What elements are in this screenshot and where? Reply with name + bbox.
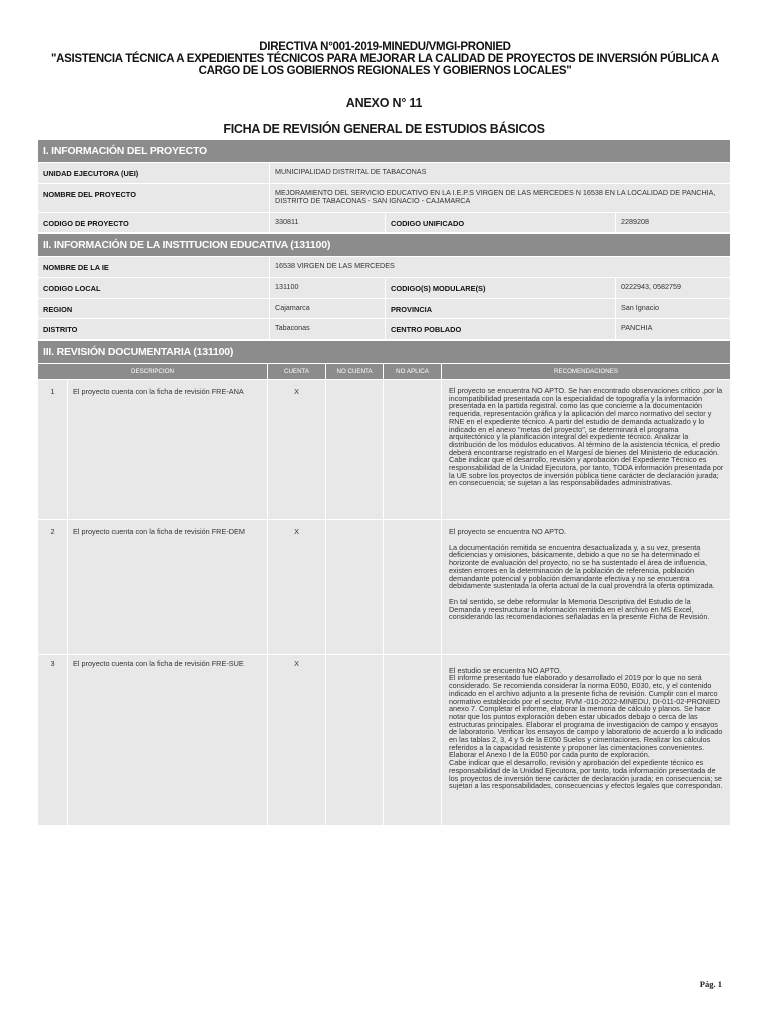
row-description: El proyecto cuenta con la ficha de revisión FRE-ANA — [68, 380, 267, 519]
project-code-value: 330811 — [270, 213, 385, 232]
ficha-title: FICHA DE REVISIÓN GENERAL DE ESTUDIOS BÁSICOS — [223, 122, 545, 136]
row-recommendations — [442, 380, 730, 519]
directive-header — [40, 41, 730, 77]
row-cuenta-mark: X — [268, 520, 325, 654]
row-number: 1 — [38, 380, 67, 519]
directive-subtitle-line1: "ASISTENCIA TÉCNICA A EXPEDIENTES TÉCNICOS PARA MEJORAR LA CALIDAD DE PROYECTOS DE INVERSIÓN PÚBLICA A — [50, 53, 720, 65]
distrito-label: DISTRITO — [38, 319, 269, 339]
row-no-cuenta — [326, 380, 383, 519]
row-no-cuenta — [326, 520, 383, 654]
recommendation-paragraph: La documentación remitida se encuentra desactualizada y, a su vez, presenta deficiencias y omisiones, básicamente, debido a que no se ha determinado el horizonte de evaluación del proyecto, no se ha sustentado el área de influencia, existen errores en la determinación de la población de referencia, población demandante potencial y población demandante efectiva y no se encuentra debidamente sustentada la oferta actual de la cual provendrá la oferta optimizada. — [449, 542, 715, 591]
row-description: El proyecto cuenta con la ficha de revisión FRE-SUE — [68, 655, 267, 825]
project-name-value: MEJORAMIENTO DEL SERVICIO EDUCATIVO EN LA I.E.P.S VIRGEN DE LAS MERCEDES N 16538 EN LA LOCALIDAD DE PANCHIA, DISTRITO DE TABACONAS - SAN IGNACIO - CAJAMARCA — [270, 184, 730, 212]
row-number: 2 — [38, 520, 67, 654]
col-header-no-cuenta: NO CUENTA — [326, 364, 383, 379]
row-cuenta-mark: X — [268, 380, 325, 519]
row-no-aplica — [384, 380, 441, 519]
section-2-header: II. INFORMACIÓN DE LA INSTITUCION EDUCATIVA (131100) — [38, 234, 730, 256]
row-no-aplica — [384, 520, 441, 654]
row-no-aplica — [384, 655, 441, 825]
centro-poblado-value: PANCHIA — [616, 319, 730, 339]
ue-value: MUNICIPALIDAD DISTRITAL DE TABACONAS — [270, 163, 730, 183]
provincia-label: PROVINCIA — [386, 299, 615, 318]
unified-code-value: 2289208 — [616, 213, 730, 232]
col-header-descripcion: DESCRIPCION — [38, 364, 267, 379]
row-number: 3 — [38, 655, 67, 825]
section-1-header: I. INFORMACIÓN DEL PROYECTO — [38, 140, 730, 162]
recommendation-paragraph: En tal sentido, se debe reformular la Memoria Descriptiva del Estudio de la Demanda y reestructurar la información remitida en el archivo en MS Excel, considerando las recomendaciones señaladas en la presente Ficha de Revisión. — [449, 596, 710, 622]
ie-name-label: NOMBRE DE LA IE — [38, 257, 269, 277]
row-no-cuenta — [326, 655, 383, 825]
centro-poblado-label: CENTRO POBLADO — [386, 319, 615, 339]
provincia-value: San Ignacio — [616, 299, 730, 318]
project-name-label: NOMBRE DEL PROYECTO — [38, 184, 269, 212]
local-code-label: CODIGO LOCAL — [38, 278, 269, 298]
row-cuenta-mark: X — [268, 655, 325, 825]
distrito-value: Tabaconas — [270, 319, 385, 339]
directive-subtitle-line2: CARGO DE LOS GOBIERNOS REGIONALES Y GOBIERNOS LOCALES" — [198, 65, 572, 77]
anexo-title: ANEXO N° 11 — [345, 96, 423, 110]
col-header-no-aplica: NO APLICA — [384, 364, 441, 379]
recommendation-paragraph: El estudio se encuentra NO APTO. El informe presentado fue elaborado y desarrollado el 2019 por lo que no será considerado. Se recomienda considerar la norma E050, E030, etc, y el contenido indicado en el archivo adjunto a la presente ficha de revisión. Cumplir con el marco normativo establecido por el sector, RVM -010-2022-MINEDU, DI-011-02-PRONIED anexo 7. Completar el informe, elaborar la memoria de cálculo y planos. Se hace notar que los puntos exploración deben estar ubicados debajo o cerca de las estructuras principales. Elaborar el programa de investigación de campo y ensayos de laboratorio. Verificar los ensayos de campo y laboratorio de acuerdo a lo indicado en las tablas 2, 3, 4 y 5 de la E050 Suelos y cimentaciones. Realizar los cálculos referidos a la capacidad resistente y proponer las cimentaciones convenientes. Elaborar el Anexo I de la E050 por cada punto de exploración. Cabe indicar que el desarrollo, revisión y aprobación del expediente técnico es responsabilidad de la Unidad Ejecutora, por tanto, toda información presentada de los proyectos de inversión tiene carácter de declaración jurada; en consecuencia; se sujetan a las responsabilidades, consecuencias y efectos legales que correspondan. — [449, 665, 723, 791]
modular-code-label: CODIGO(S) MODULARE(S) — [386, 278, 615, 298]
page-number: Pág. 1 — [699, 979, 722, 989]
col-header-recomendaciones: RECOMENDACIONES — [442, 364, 730, 379]
local-code-value: 131100 — [270, 278, 385, 298]
directive-title: DIRECTIVA N°001-2019-MINEDU/VMGI-PRONIED — [259, 41, 511, 53]
recommendation-paragraph: El proyecto se encuentra NO APTO. — [449, 527, 567, 536]
recommendation-paragraph: El proyecto se encuentra NO APTO. Se han encontrado observaciones critico ,por la incompatibilidad presentada con la especialidad de topografía y la información presentada en la partida registral. como las que concierne a la documentación requerida, representación gráfica y la aplicación del marco normativo del sector y RNE en el expediente técnico. A partir del estudio de demanda actualizado y lo indicado en el anexo "metas del proyecto", se determinará el programa arquitectónico y la planificación integral del expediente técnico. Analizar la distribución de los módulos educativos. Al término de la asistencia técnica, el predio deberá encontrarse registrado en el Margesí de bienes del Ministerio de educación. Cabe indicar que el desarrollo, revisión y aprobación del Expediente Técnico es responsabilidad de la Unidad Ejecutora, por tanto, TODA información presentada por la UE sobre los proyectos de inversión pública tiene carácter de declaración jurada; en consecuencia; se sujetan a las responsabilidades administrativas. — [449, 386, 724, 488]
region-value: Cajamarca — [270, 299, 385, 318]
section-3-header: III. REVISIÓN DOCUMENTARIA (131100) — [38, 341, 730, 363]
ue-label: UNIDAD EJECUTORA (UEI) — [38, 163, 269, 183]
row-description: El proyecto cuenta con la ficha de revisión FRE-DEM — [68, 520, 267, 654]
col-header-cuenta: CUENTA — [268, 364, 325, 379]
row-recommendations — [442, 520, 730, 654]
row-recommendations — [442, 655, 730, 825]
unified-code-label: CODIGO UNIFICADO — [386, 213, 615, 232]
modular-code-value: 0222943, 0582759 — [616, 278, 730, 298]
region-label: REGION — [38, 299, 269, 318]
ie-name-value: 16538 VIRGEN DE LAS MERCEDES — [270, 257, 730, 277]
project-code-label: CODIGO DE PROYECTO — [38, 213, 269, 232]
